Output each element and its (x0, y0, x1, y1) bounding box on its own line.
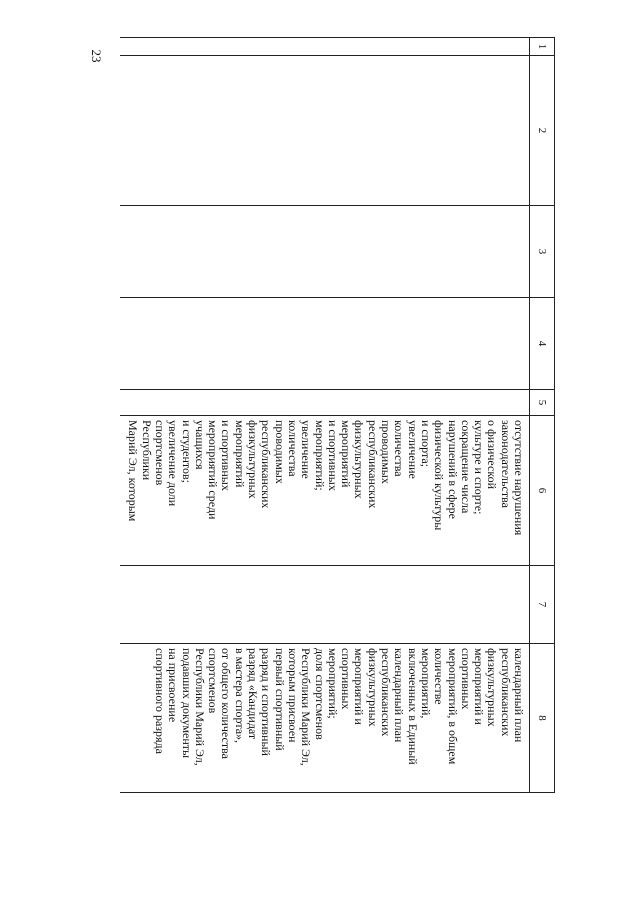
column-header-8: 8 (530, 644, 555, 793)
column-header-5: 5 (530, 390, 555, 416)
cell-col-7 (120, 566, 530, 644)
header-row (530, 38, 555, 793)
column-header-7: 7 (530, 566, 555, 644)
column-header-6: 6 (530, 416, 555, 566)
cell-col-2 (120, 56, 530, 206)
column-header-4: 4 (530, 298, 555, 390)
column-header-2: 2 (530, 56, 555, 206)
cell-text-indicators: отсутствие нарушения законодательства о физической культуре и спорте; сокращение числа нарушений в сфере физической культуры и спорта; увеличение количества проводимых республиканских физкультурных мероприятий и спортивных мероприятий; увеличение количества проводимых республиканских физкультурных мероприятий и спортивных мероприятий среди учащихся и студентов; увеличение доли спортсменов Республики Марий Эл, которым (126, 420, 526, 536)
cell-col-3 (120, 206, 530, 298)
table-container (117, 37, 555, 792)
cell-text-measures: календарный план республиканских физкультурных мероприятий и спортивных мероприятий, в общем количестве мероприятий, включенных в Единый календарный план республиканских физкультурных мероприятий и спортивных мероприятий; доля спортсменов Республики Марий Эл, которым присвоен первый спортивный разряд и спортивный разряд «Кандидат в мастера спорта», от общего количества спортсменов Республики Марий Эл, подавших документы на присвоение спортивного разряда (152, 648, 526, 766)
page-number: 23 (89, 49, 104, 63)
cell-col-6 (120, 416, 530, 566)
data-table (120, 37, 555, 793)
cell-col-5 (120, 390, 530, 416)
cell-col-8 (120, 644, 530, 793)
cell-col-1 (120, 38, 530, 56)
table-row (120, 38, 530, 793)
column-header-3: 3 (530, 206, 555, 298)
column-header-1: 1 (530, 38, 555, 56)
cell-col-4 (120, 298, 530, 390)
